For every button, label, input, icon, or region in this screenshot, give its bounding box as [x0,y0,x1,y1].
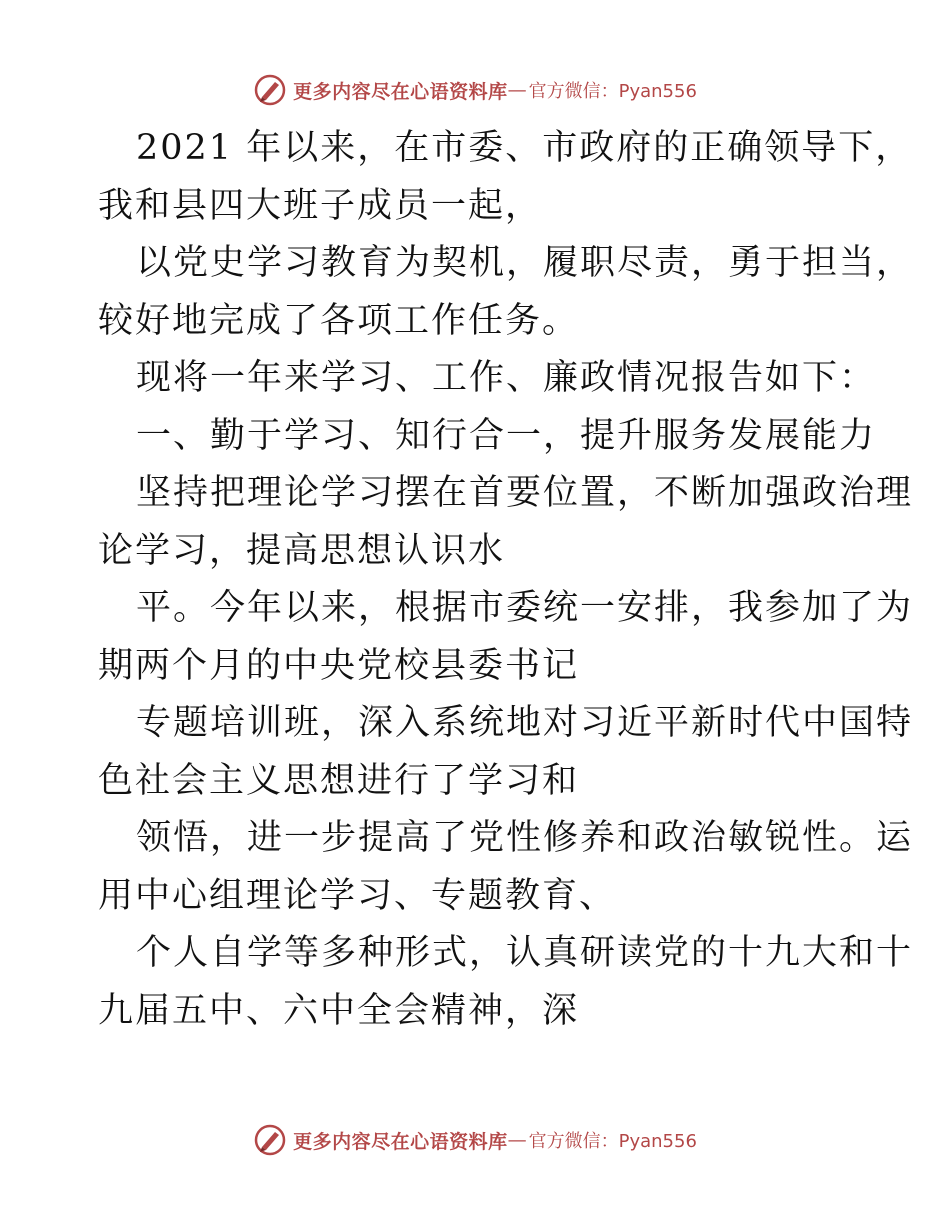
body-line: 领悟，进一步提高了党性修养和政治敏锐性。运 [136,818,914,858]
body-line: 较好地完成了各项工作任务。 [98,300,580,341]
header-wechat-text: 官方微信：Pyan556 [528,81,697,102]
body-line: 个人自学等多种形式，认真研读党的十九大和十 [136,933,914,973]
footer-brand-text: 更多内容尽在心语资料库 [293,1130,508,1153]
footer-wechat-text: 官方微信：Pyan556 [528,1131,697,1152]
body-line: 期两个月的中央党校县委书记 [98,645,580,686]
pen-logo-icon [253,73,287,107]
header-watermark-banner [0,70,950,110]
body-line: 2021 年以来，在市委、市政府的正确领导下， [136,128,913,168]
pen-logo-icon [253,1123,287,1157]
body-line: 色社会主义思想进行了学习和 [98,760,580,801]
body-line: 论学习，提高思想认识水 [98,530,506,571]
body-line: 九届五中、六中全会精神，深 [98,990,580,1031]
body-line: 用中心组理论学习、专题教育、 [98,875,617,916]
document-body [98,120,914,1040]
body-line: 以党史学习教育为契机，履职尽责，勇于担当， [136,243,914,283]
body-line: 专题培训班，深入系统地对习近平新时代中国特 [136,703,914,743]
footer-separator: — [507,1129,527,1151]
body-line: 现将一年来学习、工作、廉政情况报告如下： [136,358,877,398]
footer-watermark-banner [0,1120,950,1160]
body-line: 坚持把理论学习摆在首要位置，不断加强政治理 [136,473,914,513]
body-line: 我和县四大班子成员一起， [98,185,543,226]
body-line: 平。今年以来，根据市委统一安排，我参加了为 [136,588,914,628]
header-brand-text: 更多内容尽在心语资料库 [293,80,508,103]
header-separator: — [507,79,527,101]
section-heading: 一、勤于学习、知行合一，提升服务发展能力 [136,415,877,456]
